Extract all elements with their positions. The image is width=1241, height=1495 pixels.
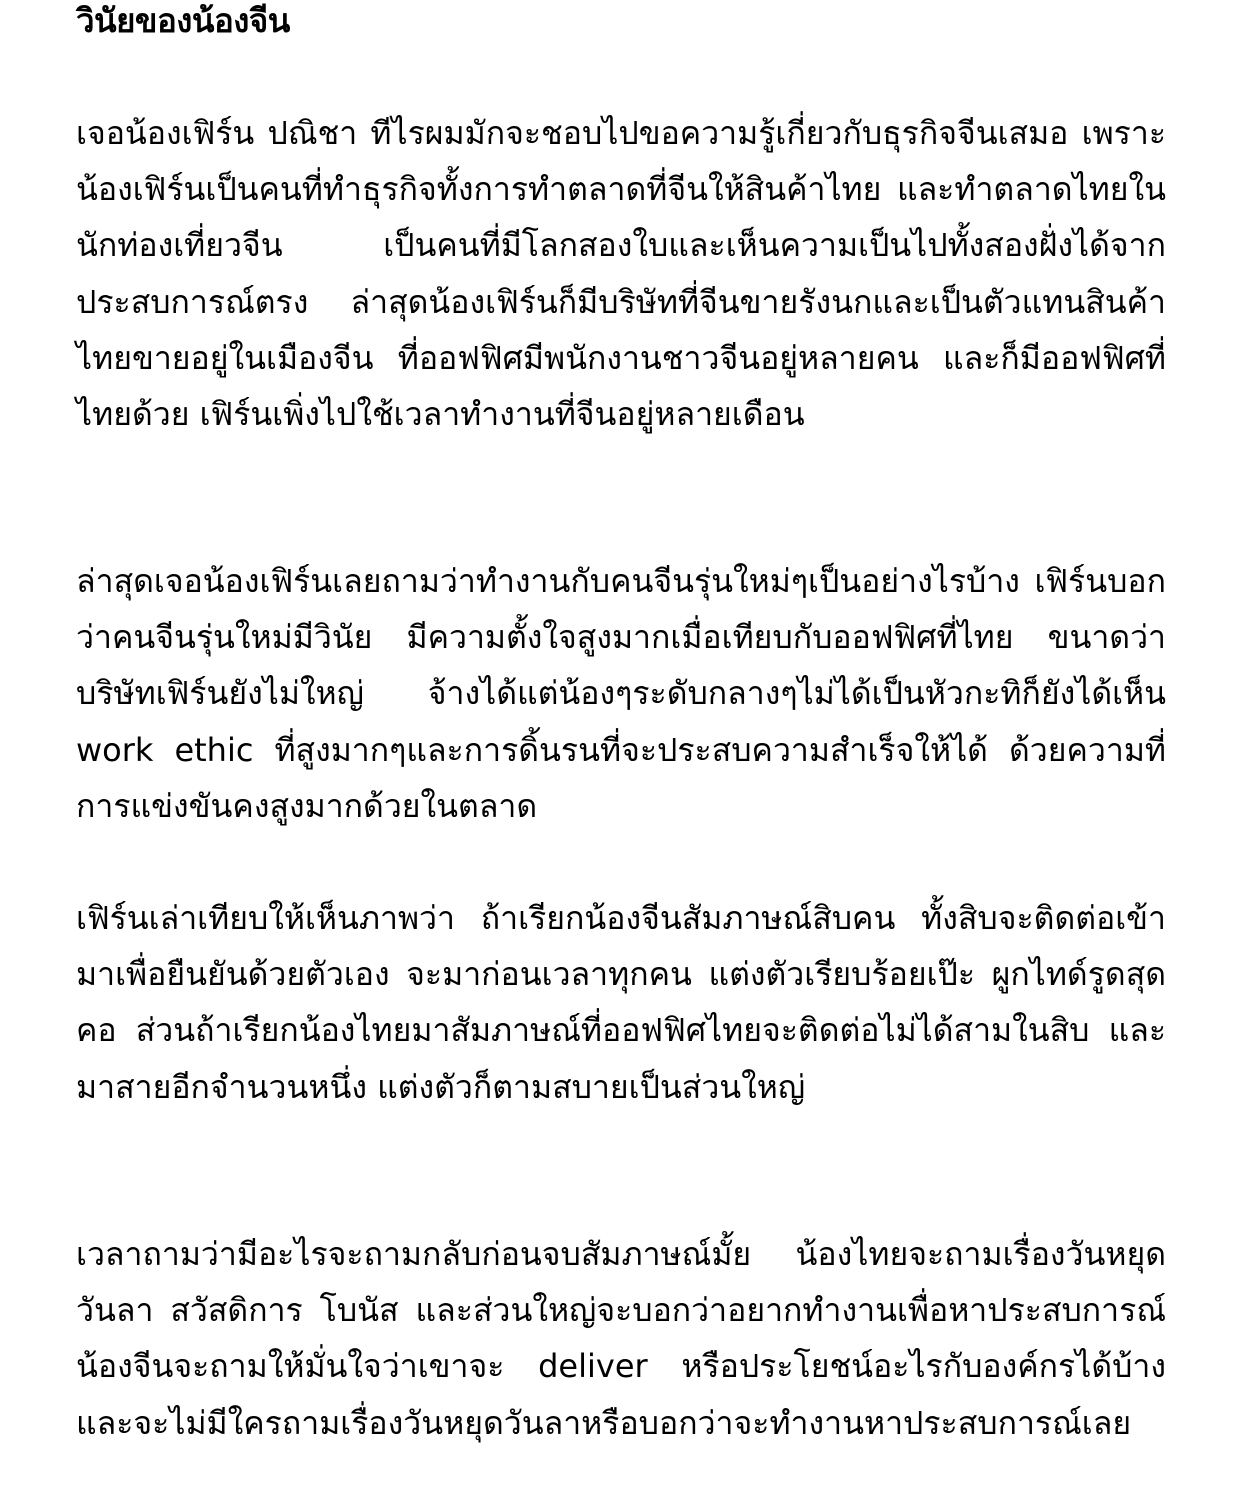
article-title: วินัยของน้องจีน bbox=[76, 1, 290, 40]
article bbox=[76, 0, 1166, 1442]
paragraph-2: ล่าสุดเจอน้องเฟิร์นเลยถามว่าทำงานกับคนจีนรุ่นใหม่ๆเป็นอย่างไรบ้าง เฟิร์นบอกว่าคนจีนรุ่นใหม่มีวินัย มีความตั้งใจสูงมากเมื่อเทียบกับออฟฟิศที่ไทย ขนาดว่าบริษัทเฟิร์นยังไม่ใหญ่ จ้างได้แต่น้องๆระดับกลางๆไม่ได้เป็นหัวกะทิก็ยังได้เห็น work ethic ที่สูงมากๆและการดิ้นรนที่จะประสบความสำเร็จให้ได้ ด้วยความที่การแข่งขันคงสูงมากด้วยในตลาด bbox=[76, 562, 1166, 825]
paragraph-4: เวลาถามว่ามีอะไรจะถามกลับก่อนจบสัมภาษณ์มั้ย น้องไทยจะถามเรื่องวันหยุดวันลา สวัสดิการ โบนัส และส่วนใหญ่จะบอกว่าอยากทำงานเพื่อหาประสบการณ์ น้องจีนจะถามให้มั่นใจว่าเขาจะ deliver หรือประโยชน์อะไรกับองค์กรได้บ้างและจะไม่มีใครถามเรื่องวันหยุดวันลาหรือบอกว่าจะทำงานหาประสบการณ์เลย bbox=[76, 1235, 1166, 1442]
paragraph-3: เฟิร์นเล่าเทียบให้เห็นภาพว่า ถ้าเรียกน้องจีนสัมภาษณ์สิบคน ทั้งสิบจะติดต่อเข้ามาเพื่อยืนยันด้วยตัวเอง จะมาก่อนเวลาทุกคน แต่งตัวเรียบร้อยเป๊ะ ผูกไทด์รูดสุดคอ ส่วนถ้าเรียกน้องไทยมาสัมภาษณ์ที่ออฟฟิศไทยจะติดต่อไม่ได้สามในสิบ และมาสายอีกจำนวนหนึ่ง แต่งตัวก็ตามสบายเป็นส่วนใหญ่ bbox=[76, 899, 1166, 1106]
paragraph-1: เจอน้องเฟิร์น ปณิชา ทีไรผมมักจะชอบไปขอความรู้เกี่ยวกับธุรกิจจีนเสมอ เพราะน้องเฟิร์นเป็นคนที่ทำธุรกิจทั้งการทำตลาดที่จีนให้สินค้าไทย และทำตลาดไทยในนักท่องเที่ยวจีน เป็นคนที่มีโลกสองใบและเห็นความเป็นไปทั้งสองฝั่งได้จากประสบการณ์ตรง ล่าสุดน้องเฟิร์นก็มีบริษัทที่จีนขายรังนกและเป็นตัวแทนสินค้าไทยขายอยู่ในเมืองจีน ที่ออฟฟิศมีพนักงานชาวจีนอยู่หลายคน และก็มีออฟฟิศที่ไทยด้วย เฟิร์นเพิ่งไปใช้เวลาทำงานที่จีนอยู่หลายเดือน bbox=[76, 114, 1166, 434]
